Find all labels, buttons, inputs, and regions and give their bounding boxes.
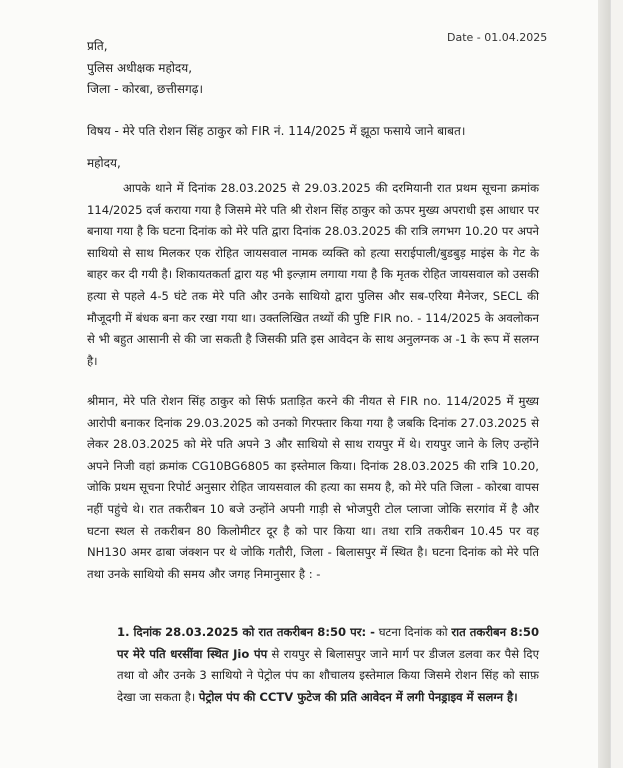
- point-1-mid-bold: रात तकरीबन 8:50 पर मेरे पति धरसींवा स्थित Jio पंप: [117, 625, 540, 661]
- letter-date: Date - 01.04.2025: [447, 31, 548, 44]
- salutation: महोदय,: [87, 156, 121, 170]
- paragraph-2: [87, 391, 539, 585]
- point-1-tail-bold: पेट्रोल पंप की CCTV फुटेज की प्रति आवेदन में लगी पेनड्राइव में सलग्न है।: [198, 689, 518, 704]
- address-line-2: पुलिस अधीक्षक महोदय,: [87, 61, 193, 75]
- point-1-lead: 1. दिनांक 28.03.2025 को रात तकरीबन 8:50 पर: -: [117, 625, 375, 639]
- point-1: [117, 622, 539, 708]
- paragraph-2-text: श्रीमान, मेरे पति रोशन सिंह ठाकुर को सिर्फ प्रताड़ित करने की नीयत से FIR no. 114/2025 में मुख्य आरोपी बनाकर दिनांक 29.03.2025 को उनको गिरफ्तार किया गया है जबकि दिनांक 27.03.2025 से लेकर 28.03.2025 को मेरे पति अपने 3 और साथियो से साथ रायपुर में थे। रायपुर जाने के लिए उन्होंने अपने निजी वहां क्रमांक CG10BG6805 का इस्तेमाल किया। दिनांक 28.03.2025 की रात्रि 10.20, जोकि प्रथम सूचना रिपोर्ट अनुसार रोहित जायसवाल की हत्या का समय है, को मेरे पति जिला - कोरबा वापस नहीं पहुंचे थे। रात तकरीबन 10 बजे उन्होंने अपनी गाड़ी से भोजपुरी टोल प्लाजा जोकि सरगांव में है और घटना स्थल से तकरीबन 80 किलोमीटर दूर है को पार किया था। तथा रात्रि तकरीबन 10.45 पर वह NH130 अमर ढाबा जंक्शन पर थे जोकि गतौरी, जिला - बिलासपुर में स्थित है। घटना दिनांक को मेरे पति तथा उनके साथियो की समय और जगह निमानुसार है : -: [87, 394, 539, 581]
- page-edge-shadow: [598, 0, 610, 768]
- subject-line: विषय - मेरे पति रोशन सिंह ठाकुर को FIR नं. 114/2025 में झूठा फसाये जाने बाबत।: [87, 124, 466, 138]
- paragraph-1-text: आपके थाने में दिनांक 28.03.2025 से 29.03.2025 की दरमियानी रात प्रथम सूचना क्रमांक 114/2025 दर्ज कराया गया है जिसमे मेरे पति श्री रोशन सिंह ठाकुर को ऊपर मुख्य अपराधी इस आधार पर बनाया गया है कि घटना दिनांक को मेरे पति द्वारा दिनांक 28.03.2025 की रात्रि लगभग 10.20 पर अपने साथियो से साथ मिलकर एक रोहित जायसवाल नामक व्यक्ति को हत्या सराईपाली/बुडबुड़ माइंस के गेट के बाहर कर दी गयी है। शिकायतकर्ता द्वारा यह भी इल्ज़ाम लगाया गया है कि मृतक रोहित जायसवाल को उसकी हत्या से पहले 4-5 घंटे तक मेरे पति और उनके साथियो द्वारा पुलिस और सब-एरिया मैनेजर, SECL की मौजूदगी में बंधक बना कर रखा गया था। उक्तलिखित तथ्यों की पुष्टि FIR no. - 114/2025 के अवलोकन से भी बहुत आसानी से की जा सकती है जिसकी प्रति इस आवेदन के साथ अनुलग्नक अ -1 के रूप में सलग्न है।: [87, 181, 539, 368]
- point-1-mid-plain: घटना दिनांक को: [375, 625, 452, 639]
- address-line-3: जिला - कोरबा, छत्तीसगढ़।: [87, 82, 204, 96]
- paragraph-1: [87, 178, 539, 372]
- address-line-1: प्रति,: [87, 39, 108, 53]
- point-1-rest: से रायपुर से बिलासपुर जाने मार्ग पर डीजल डलवा कर पैसे दिए तथा वो और उनके 3 साथियो ने पेट्रोल पंप का शौचालय इस्तेमाल किया जिसमे रोशन सिंह को साफ़ देखा जा सकता है।: [117, 646, 539, 704]
